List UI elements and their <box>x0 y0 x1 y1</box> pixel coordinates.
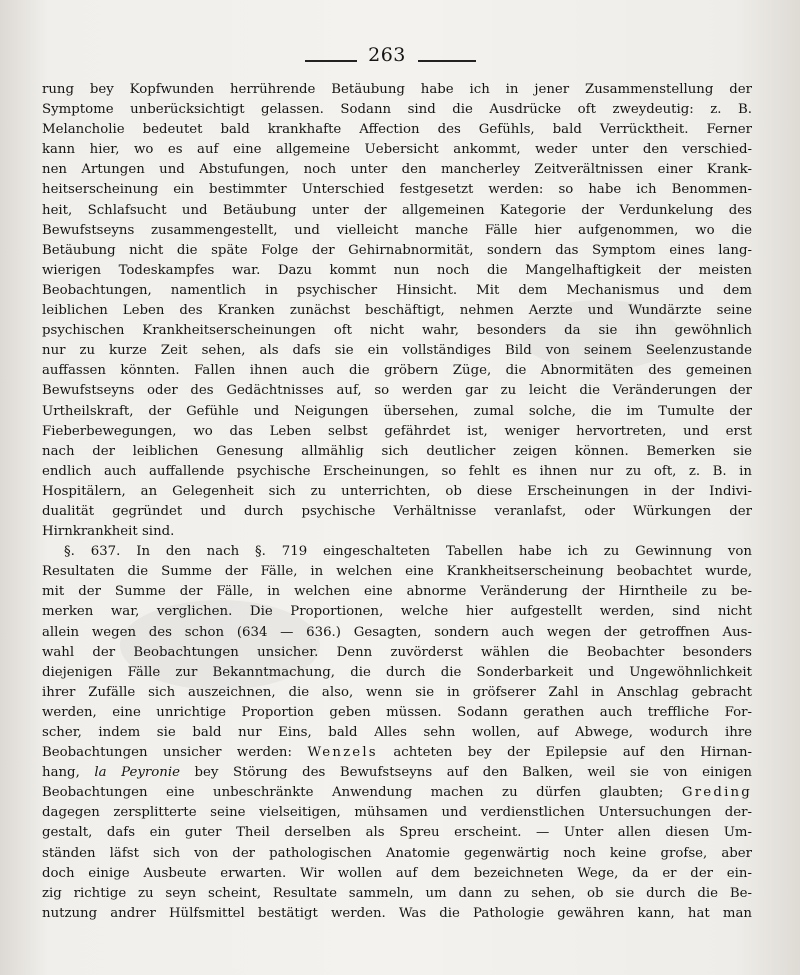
text-line: Bewufstseyns zusammengestellt, und vielleicht manche Fälle hier aufgenommen, wo die <box>42 222 752 238</box>
text-segment: achteten bey der Epilepsie auf den Hirnan- <box>393 745 753 761</box>
text-line: mit der Summe der Fälle, in welchen eine abnorme Veränderung der Hirntheile zu be- <box>42 584 752 600</box>
text-line: nur zu kurze Zeit sehen, als dafs sie ein vollständiges Bild von seinem Seelenzustande <box>42 343 752 359</box>
text-line: Hospitälern, an Gelegenheit sich zu unterrichten, ob diese Erscheinungen in der Indivi- <box>42 483 752 499</box>
page-header <box>0 44 800 74</box>
paragraph-1 <box>42 80 752 542</box>
text-line: diejenigen Fälle zur Bekanntmachung, die durch die Sonderbarkeit und Ungewöhnlichkeit <box>42 664 752 680</box>
author-name-greding: Greding <box>681 785 753 801</box>
text-line: endlich auch auffallende psychische Erscheinungen, so fehlt es ihnen nur zu oft, z. B. in <box>42 463 752 479</box>
text-line: doch einige Ausbeute erwarten. Wir wollen auf dem bezeichneten Wege, da er der ein- <box>42 865 752 881</box>
body-text <box>42 80 752 924</box>
text-line: Melancholie bedeutet bald krankhafte Affection des Gefühls, bald Verrücktheit. Ferner <box>42 122 752 138</box>
text-line: Bewufstseyns oder des Gedächtnisses auf, so werden gar zu leicht die Veränderungen der <box>42 383 752 399</box>
text-line: leiblichen Leben des Kranken zunächst beschäftigt, nehmen Aerzte und Wundärzte seine <box>42 303 752 319</box>
text-line: auffassen könnten. Fallen ihnen auch die gröbern Züge, die Abnormitäten des gemeinen <box>42 363 752 379</box>
text-line: allein wegen des schon (634 — 636.) Gesagten, sondern auch wegen der getroffnen Aus- <box>42 624 752 640</box>
paragraph-2 <box>42 542 752 924</box>
text-line: Resultaten die Summe der Fälle, in welchen eine Krankheitserscheinung beobachtet wurde, <box>42 564 752 580</box>
text-line: Beobachtungen, namentlich in psychischer Hinsicht. Mit dem Mechanismus und dem <box>42 282 752 298</box>
text-line: werden, eine unrichtige Proportion geben müssen. Sodann gerathen auch treffliche For- <box>42 704 752 720</box>
text-segment: bey Störung des Bewufstseyns auf den Balken, weil sie von einigen <box>194 765 752 781</box>
text-line: ständen läfst sich von der pathologischen Anatomie gegenwärtig noch keine grofse, aber <box>42 845 752 861</box>
text-line: nutzung andrer Hülfsmittel bestätigt werden. Was die Pathologie gewähren kann, hat man <box>42 905 752 921</box>
text-line <box>42 743 752 763</box>
author-name-wenzels: Wenzels <box>307 745 378 761</box>
text-line: nen Artungen und Abstufungen, noch unter den mancherley Zeitverältnissen einer Krank- <box>42 162 752 178</box>
text-line: nach der leiblichen Genesung allmählig sich deutlicher zeigen können. Bemerken sie <box>42 443 752 459</box>
text-line: wahl der Beobachtungen unsicher. Denn zuvörderst wählen die Beobachter besonders <box>42 644 752 660</box>
text-line: merken war, verglichen. Die Proportionen, welche hier aufgestellt werden, sind nicht <box>42 604 752 620</box>
text-line: dualität gegründet und durch psychische Verhältnisse veranlafst, oder Würkungen der <box>42 503 752 519</box>
text-line <box>42 763 752 783</box>
text-line: gestalt, dafs ein guter Theil derselben als Spreu erscheint. — Unter allen diesen Um- <box>42 825 752 841</box>
header-rule-left <box>305 60 357 62</box>
text-line: Fieberbewegungen, wo das Leben selbst gefährdet ist, weniger hervortreten, und erst <box>42 423 752 439</box>
text-line: heit, Schlafsucht und Betäubung unter der allgemeinen Kategorie der Verdunkelung des <box>42 202 752 218</box>
text-line: wierigen Todeskampfes war. Dazu kommt nun noch die Mangelhaftigkeit der meisten <box>42 262 752 278</box>
text-segment: Beobachtungen eine unbeschränkte Anwendung machen zu dürfen glaubten; <box>42 785 664 801</box>
text-line: dagegen zersplitterte seine vielseitigen, mühsamen und verdienstlichen Untersuchungen der- <box>42 805 752 821</box>
header-rule-right <box>418 60 476 62</box>
text-line: heitserscheinung ein bestimmter Unterschied festgesetzt werden: so habe ich Benommen- <box>42 182 752 198</box>
text-line: Betäubung nicht die späte Folge der Gehirnabnormität, sondern das Symptom eines lang- <box>42 242 752 258</box>
text-line: scher, indem sie bald nur Eins, bald Alles sehn wollen, auf Abwege, wodurch ihre <box>42 725 752 740</box>
text-segment: Beobachtungen unsicher werden: <box>42 745 292 761</box>
text-line: Urtheilskraft, der Gefühle und Neigungen übersehen, zumal solche, die im Tumulte der <box>42 403 752 419</box>
text-line <box>42 783 752 803</box>
text-line: Symptome unberücksichtigt gelassen. Sodann sind die Ausdrücke oft zweydeutig: z. B. <box>42 102 752 118</box>
text-segment: hang, <box>42 765 80 781</box>
author-name-peyronie: la Peyronie <box>94 765 180 781</box>
text-line: ihrer Zufälle sich auszeichnen, die also, wenn sie in gröfserer Zahl in Anschlag gebracht <box>42 684 752 700</box>
text-line: kann hier, wo es auf eine allgemeine Uebersicht ankommt, weder unter den verschied- <box>42 142 752 158</box>
text-line: psychischen Krankheitserscheinungen oft nicht wahr, besonders da sie ihn gewöhnlich <box>42 323 752 339</box>
text-line: Hirnkrankheit sind. <box>42 524 175 540</box>
text-line: rung bey Kopfwunden herrührende Betäubung habe ich in jener Zusammenstellung der <box>42 82 752 97</box>
text-line: zig richtige zu seyn scheint, Resultate sammeln, um dann zu sehen, ob sie durch die Be- <box>42 885 752 901</box>
page-number: 263 <box>368 44 406 66</box>
text-line: §. 637. In den nach §. 719 eingeschalteten Tabellen habe ich zu Gewinnung von <box>64 544 752 560</box>
